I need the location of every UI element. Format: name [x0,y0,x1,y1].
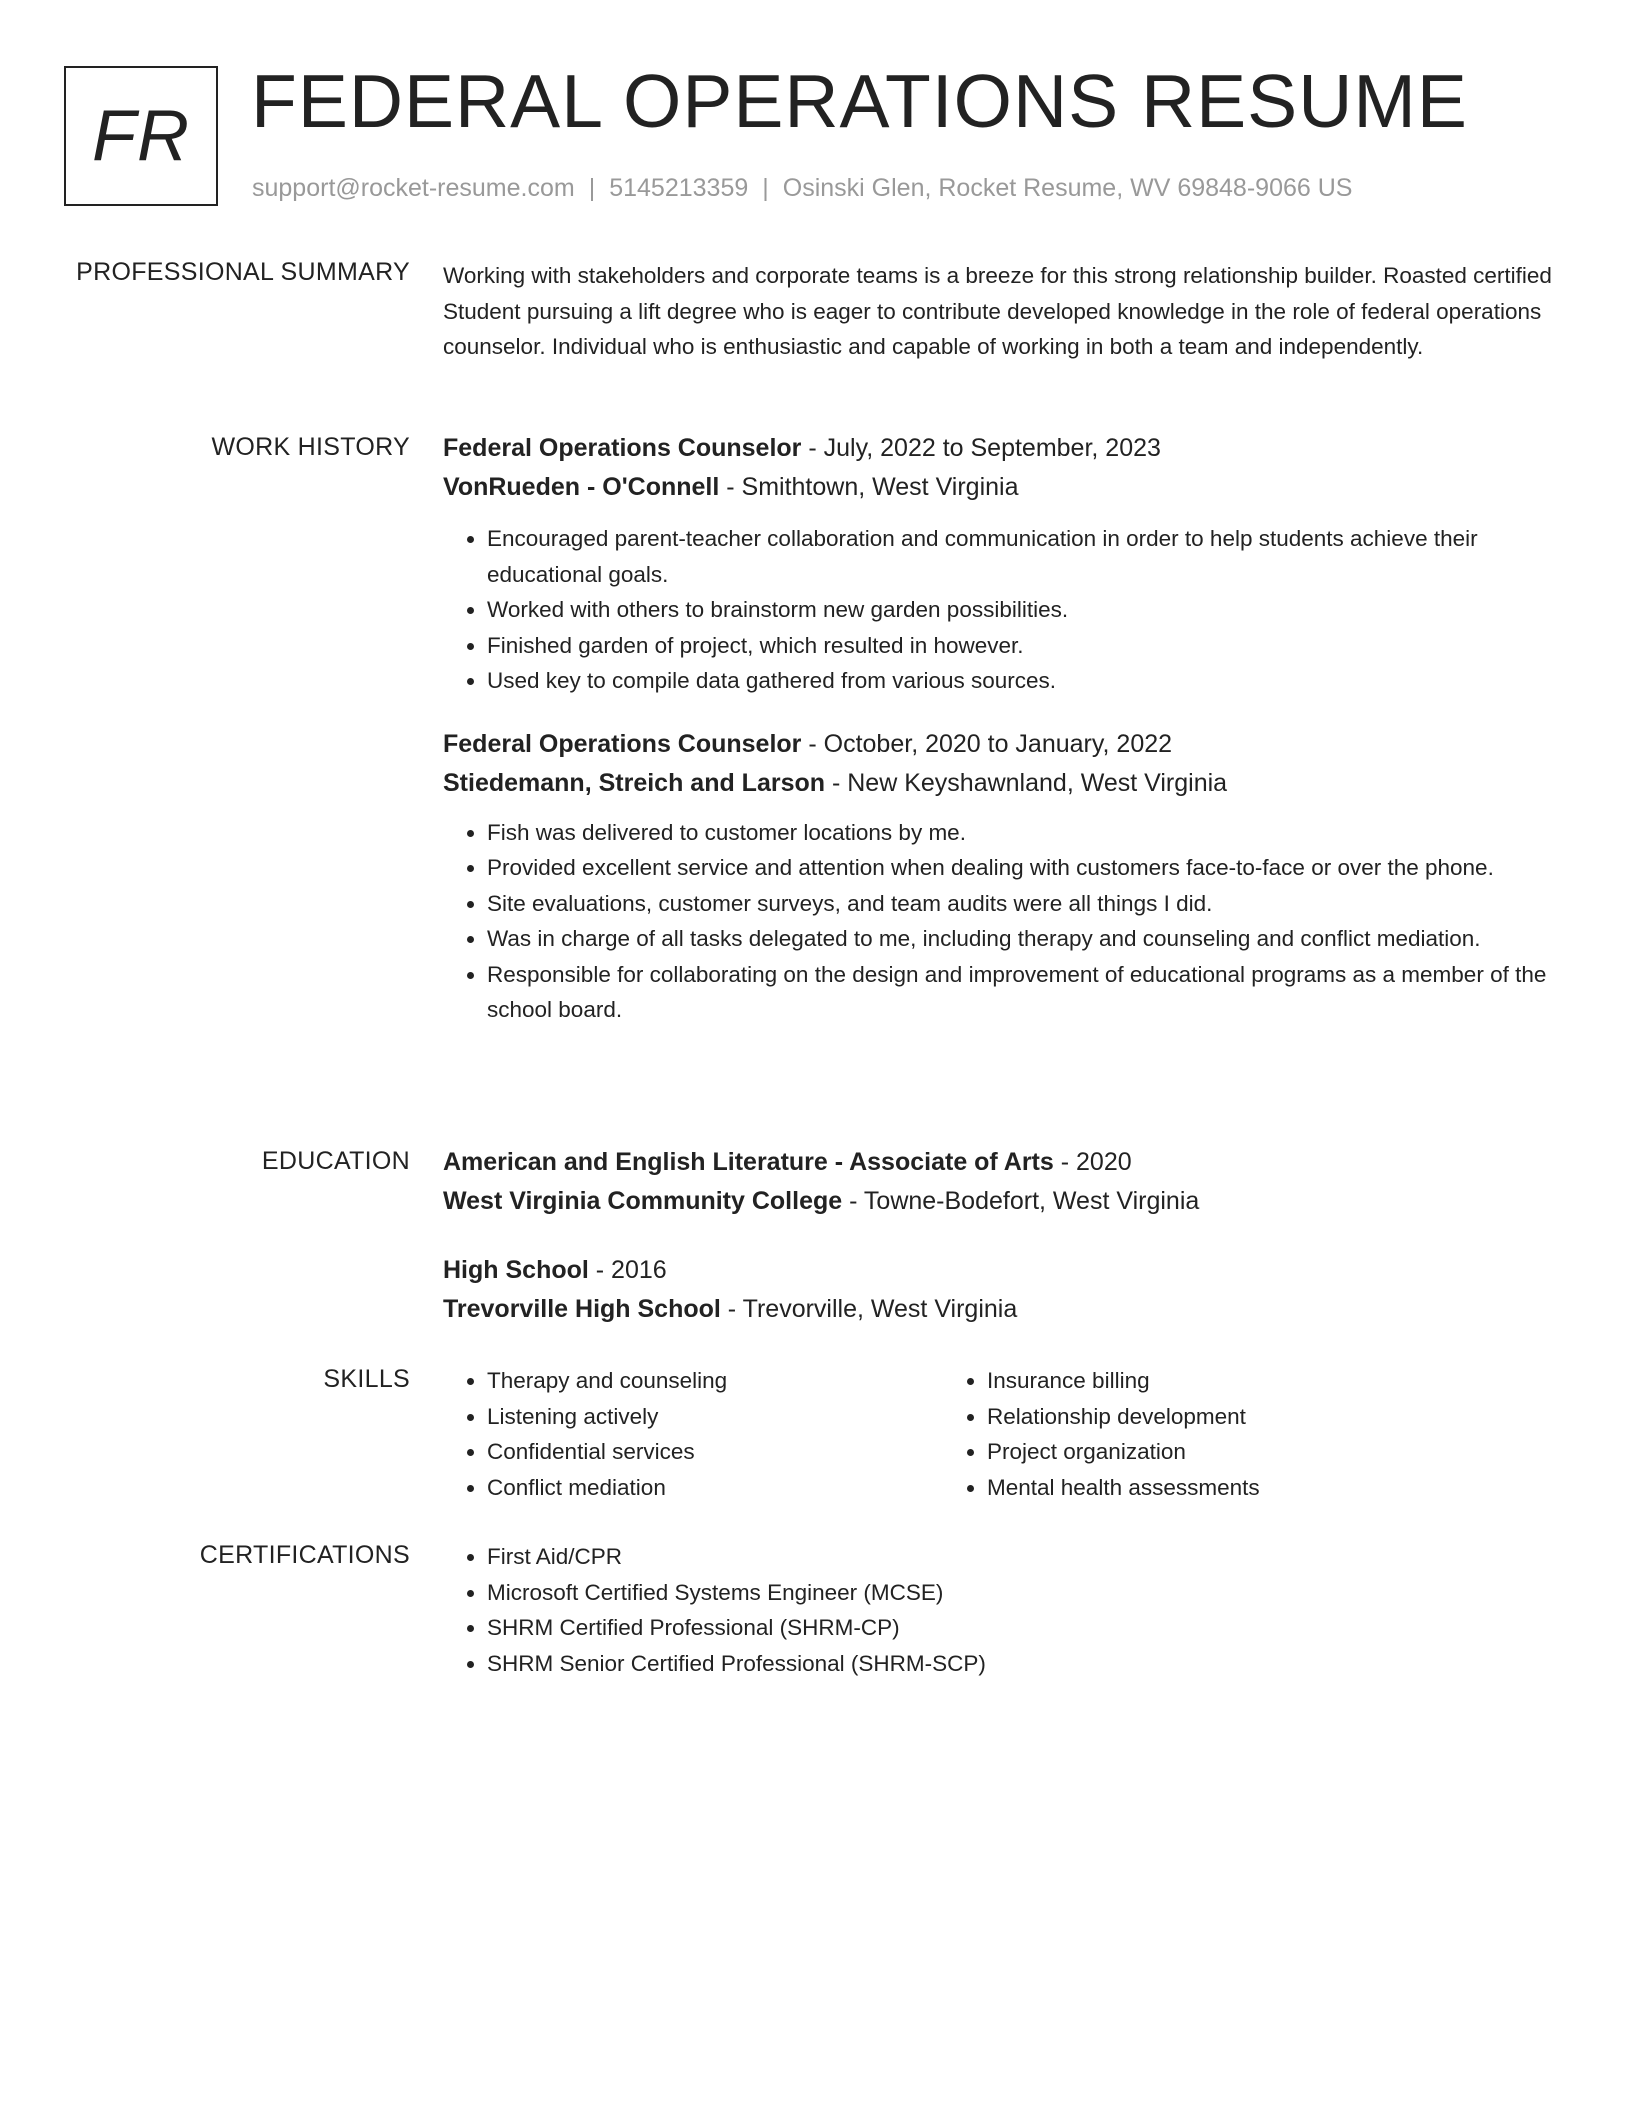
job-bullet: • Responsible for collaborating on the design and improvement of educational programs as a member of the school board. [487,957,1553,1028]
job-bullets [443,521,1553,699]
job-title: Federal Operations Counselor [443,729,802,758]
job-bullets [443,815,1553,1028]
skill-item: • Insurance billing [987,1363,1487,1399]
certifications-heading: CERTIFICATIONS [199,1541,410,1569]
degree-name: High School [443,1256,589,1284]
job-bullet: • Fish was delivered to customer locations by me. [487,815,1553,851]
skill-item: • Listening actively [487,1399,987,1435]
degree-line [443,1143,1553,1182]
skills-heading: SKILLS [323,1365,410,1393]
skills-list-right [943,1363,1487,1505]
skills-columns [443,1363,1553,1505]
work-history-body [443,429,1553,1028]
education-entry [443,1251,1553,1329]
skill-item: • Confidential services [487,1434,987,1470]
school-location: - Trevorville, West Virginia [720,1295,1018,1323]
job-bullet: • Finished garden of project, which resulted in however. [487,628,1553,664]
school-location: - Towne-Bodefort, West Virginia [842,1187,1200,1215]
skill-item: • Project organization [987,1434,1487,1470]
job-location: - Smithtown, West Virginia [719,473,1019,501]
degree-line [443,1251,1553,1290]
contact-address: Osinski Glen, Rocket Resume, WV 69848-9066 US [782,174,1353,202]
summary-text: Working with stakeholders and corporate teams is a breeze for this strong relationship builder. Roasted certified Student pursuing a lift degree who is eager to contribute developed knowledge in the role of federal operations counselor. Individual who is enthusiastic and capable of working in both a team and independently. [443,263,1552,359]
job-bullet: • Was in charge of all tasks delegated to me, including therapy and counseling and conflict mediation. [487,921,1553,957]
certification-item: • Microsoft Certified Systems Engineer (MCSE) [487,1575,1553,1611]
job-title: Federal Operations Counselor [443,434,802,462]
certification-item: • SHRM Senior Certified Professional (SHRM-SCP) [487,1646,1553,1682]
school-name: Trevorville High School [443,1295,721,1323]
job-location: - New Keyshawnland, West Virginia [825,768,1228,797]
skills-list-left [443,1363,987,1505]
job-dates: - October, 2020 to January, 2022 [801,729,1173,758]
contact-separator: | [762,174,769,202]
certifications-body [443,1539,1553,1681]
summary-body [443,258,1553,365]
job-bullet: • Used key to compile data gathered from various sources. [487,663,1553,699]
education-entry [443,1143,1553,1221]
summary-heading: PROFESSIONAL SUMMARY [76,258,410,286]
job-title-line [443,725,1553,764]
work-history-heading: WORK HISTORY [211,433,410,461]
certification-item: • SHRM Certified Professional (SHRM-CP) [487,1610,1553,1646]
skill-item: • Mental health assessments [987,1470,1487,1506]
job-entry [443,429,1553,699]
resume-title: FEDERAL OPERATIONS RESUME [251,59,1468,143]
certifications-list [443,1539,1553,1681]
skill-item: • Conflict mediation [487,1470,987,1506]
job-bullet: • Site evaluations, customer surveys, and team audits were all things I did. [487,886,1553,922]
job-bullet: • Worked with others to brainstorm new garden possibilities. [487,592,1553,628]
job-bullet: • Encouraged parent-teacher collaboration and communication in order to help students achieve their educational goals. [487,521,1553,592]
education-body [443,1143,1553,1329]
job-entry [443,725,1553,1028]
degree-year: - 2016 [588,1256,667,1284]
job-dates: - July, 2022 to September, 2023 [801,434,1161,462]
skill-item: • Relationship development [987,1399,1487,1435]
contact-separator: | [588,174,596,202]
school-line [443,1182,1553,1221]
monogram-box [64,66,218,206]
job-company: VonRueden - O'Connell [443,473,720,501]
resume-header [64,59,1584,208]
job-title-line [443,429,1553,468]
skills-body [443,1363,1553,1505]
education-heading: EDUCATION [261,1147,410,1175]
school-name: West Virginia Community College [443,1187,843,1215]
degree-year: - 2020 [1053,1148,1132,1176]
skill-item: • Therapy and counseling [487,1363,987,1399]
job-company: Stiedemann, Streich and Larson [443,768,826,797]
contact-line [252,174,1352,203]
contact-email: support@rocket-resume.com [252,174,575,202]
job-company-line [443,764,1553,803]
school-line [443,1290,1553,1329]
job-bullet: • Provided excellent service and attention when dealing with customers face-to-face or over the phone. [487,850,1553,886]
degree-name: American and English Literature - Associate of Arts [443,1148,1054,1176]
certification-item: • First Aid/CPR [487,1539,1553,1575]
job-company-line [443,468,1553,507]
monogram-initials: FR [92,96,190,176]
contact-phone: 5145213359 [609,174,749,202]
